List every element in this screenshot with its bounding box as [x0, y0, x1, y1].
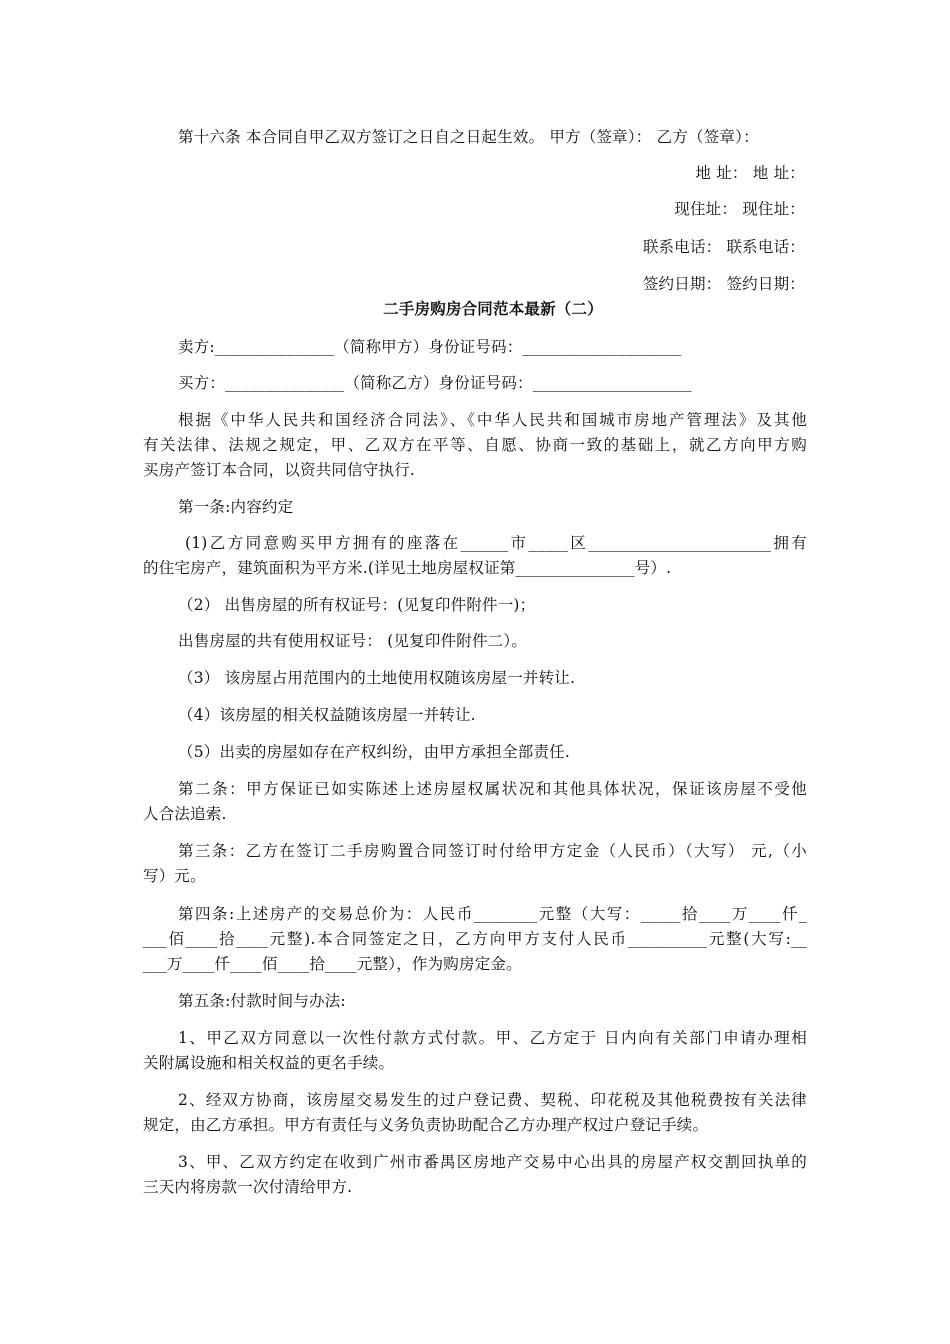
article1-item1-line2: 的住宅房产，建筑面积为平方米.(详见土地房屋权证第_______________号）. [143, 559, 672, 577]
document-title: 二手房购房合同范本最新（二） [383, 300, 603, 318]
article4-line-3: ___万____仟____佰____拾____元整），作为购房定金。 [143, 955, 522, 973]
article3-line-1: 第三条：乙方在签订二手房购置合同签订时付给甲方定金（人民币）（大写） 元,（小 [178, 842, 807, 860]
article2-line-1: 第二条：甲方保证已如实陈述上述房屋权属状况和其他具体状况，保证该房屋不受他 [178, 780, 807, 798]
buyer-line: 买方：_______________（简称乙方）身份证号码：____________________ [178, 374, 692, 392]
article1-item4: （4）该房屋的相关权益随该房屋一并转让. [178, 706, 476, 724]
article3-line-2: 写）元。 [143, 867, 206, 885]
address-line: 地 址： 地 址： [695, 164, 805, 182]
article5-heading: 第五条:付款时间与办法: [178, 992, 346, 1010]
article4-line-2: ___佰____拾____元整).本合同签定之日，乙方向甲方支付人民币__________元整(大写:__ [143, 930, 807, 948]
article5-p3-line-1: 3、甲、乙双方约定在收到广州市番禺区房地产交易中心出具的房屋产权交割回执单的 [178, 1153, 807, 1171]
article1-item2b: 出售房屋的共有使用权证号： (见复印件附件二）。 [178, 632, 528, 650]
preamble-line-1: 根据《中华人民共和国经济合同法》、《中华人民共和国城市房地产管理法》及其他 [178, 411, 807, 429]
article1-item2: （2） 出售房屋的所有权证号：(见复印件附件一)； [178, 596, 536, 614]
article5-p2-line-1: 2、经双方协商，该房屋交易发生的过户登记费、契税、印花税及其他税费按有关法律 [178, 1091, 807, 1109]
article16-signature-line: 第十六条 本合同自甲乙双方签订之日自之日起生效。 甲方（签章）： 乙方（签章）： [178, 128, 759, 146]
sign-date-line: 签约日期： 签约日期： [642, 275, 805, 293]
article4-line-1: 第四条:上述房产的交易总价为：人民币________元整（大写：_____拾____万____仟_ [178, 905, 807, 923]
phone-line: 联系电话： 联系电话： [642, 238, 805, 256]
article1-item1-line1: (1)乙方同意购买甲方拥有的座落在______市_____区_______________________拥有 [185, 534, 807, 552]
seller-line: 卖方:_______________（简称甲方）身份证号码：____________________ [178, 338, 682, 356]
current-address-line: 现住址： 现住址： [674, 200, 805, 218]
preamble-line-2: 有关法律、法规之规定，甲、乙双方在平等、自愿、协商一致的基础上，就乙方向甲方购 [143, 436, 807, 454]
article5-p3-line-2: 三天内将房款一次付清给甲方. [143, 1178, 353, 1196]
article1-item5: （5）出卖的房屋如存在产权纠纷，由甲方承担全部责任. [178, 743, 570, 761]
article1-heading: 第一条:内容约定 [178, 498, 294, 516]
article1-item3: （3） 该房屋占用范围内的土地使用权随该房屋一并转让. [178, 669, 576, 687]
preamble-line-3: 买房产签订本合同，以资共同信守执行. [143, 461, 416, 479]
article5-p1-line-1: 1、甲乙双方同意以一次性付款方式付款。甲、乙方定于 日内向有关部门申请办理相 [178, 1029, 807, 1047]
article5-p1-line-2: 关附属设施和相关权益的更名手续。 [143, 1054, 395, 1072]
article5-p2-line-2: 规定，由乙方承担。甲方有责任与义务负责协助配合乙方办理产权过户登记手续。 [143, 1116, 709, 1134]
article2-line-2: 人合法追索. [143, 805, 227, 823]
